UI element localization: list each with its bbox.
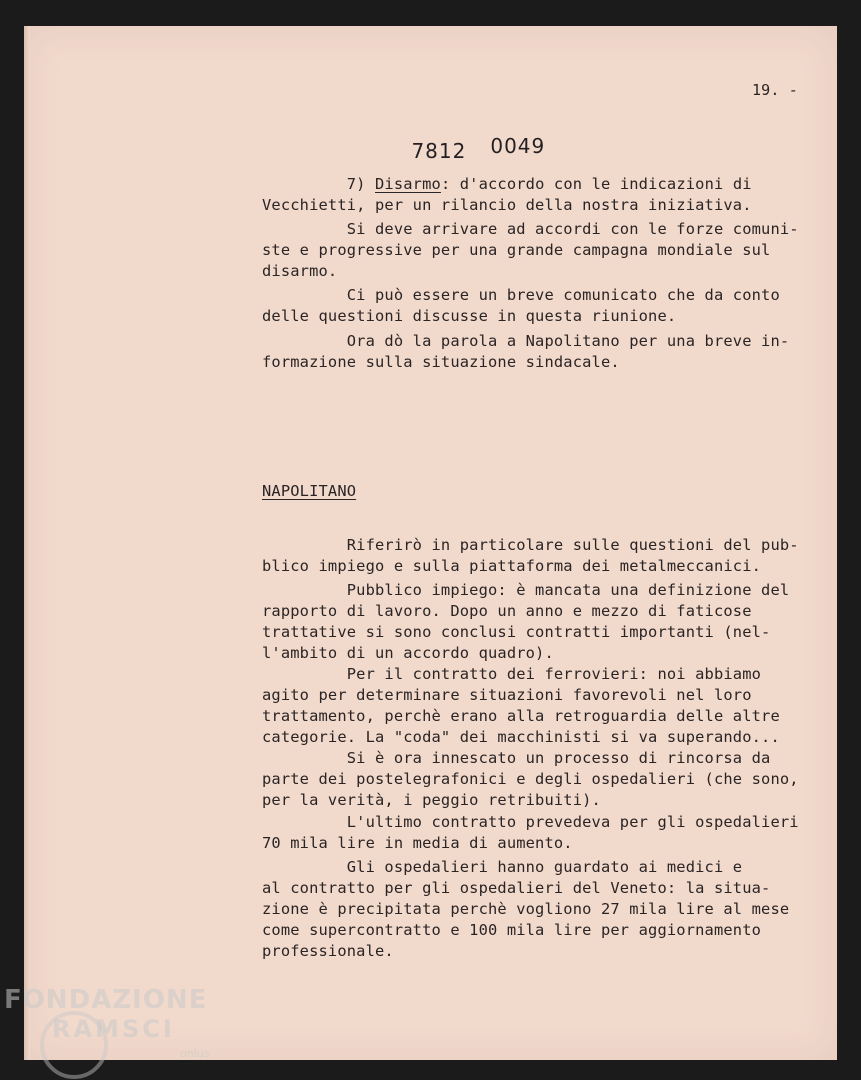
speaker-heading: NAPOLITANO: [262, 482, 357, 500]
paragraph: Riferirò in particolare sulle questioni del pub- blico impiego e sulla piattaforma dei metalmeccanici.: [262, 536, 799, 575]
paragraph: Pubblico impiego: è mancata una definizione del rapporto di lavoro. Dopo un anno e mezzo di faticose trattative si sono conclusi contratti importanti (nel- l'ambito di un accordo quadro).: [262, 581, 790, 662]
watermark-line2: RAMSCI: [52, 1015, 175, 1043]
paragraph: L'ultimo contratto prevedeva per gli ospedalieri 70 mila lire in media di aumento.: [262, 813, 799, 852]
paragraph: Si deve arrivare ad accordi con le forze comuni- ste e progressive per una grande campagna mondiale sul disarmo.: [262, 220, 799, 280]
archive-number-first: 7812: [411, 139, 467, 163]
paragraph: Gli ospedalieri hanno guardato ai medici e al contratto per gli ospedalieri del Veneto: la situa- zione è precipitata perchè vogliono 27 mila lire al mese come supercontratto e 100 mila lire per aggiornamento professionale.: [262, 858, 790, 960]
archive-number-second: 0049: [490, 134, 546, 158]
paragraph: Si è ora innescato un processo di rincorsa da parte dei postelegrafonici e degli ospedalieri (che sono, per la verità, i peggio retribuiti).: [262, 749, 799, 809]
item-7-topic: Disarmo: [375, 175, 441, 193]
item-7-line2: Vecchietti, per un rilancio della nostra iniziativa.: [262, 196, 752, 214]
page-number: 19. -: [752, 81, 798, 99]
paragraph: Ci può essere un breve comunicato che da conto delle questioni discusse in questa riunione.: [262, 286, 780, 325]
item-7-paragraph: [262, 174, 752, 216]
item-7-line1-rest: : d'accordo con le indicazioni di: [440, 175, 752, 193]
watermark-line3: onlus: [180, 1047, 210, 1060]
page-edge-shadow: [24, 26, 30, 1060]
item-7-number: 7): [346, 175, 366, 193]
fondazione-gramsci-watermark: [4, 985, 214, 1075]
watermark-line1: FONDAZIONE: [4, 985, 208, 1015]
paragraph: Per il contratto dei ferrovieri: noi abbiamo agito per determinare situazioni favorevoli nel loro trattamento, perchè erano alla retroguardia delle altre categorie. La "coda" dei macchinisti si va superando...: [262, 665, 780, 746]
paragraph: Ora dò la parola a Napolitano per una breve in- formazione sulla situazione sindacale.: [262, 332, 790, 371]
